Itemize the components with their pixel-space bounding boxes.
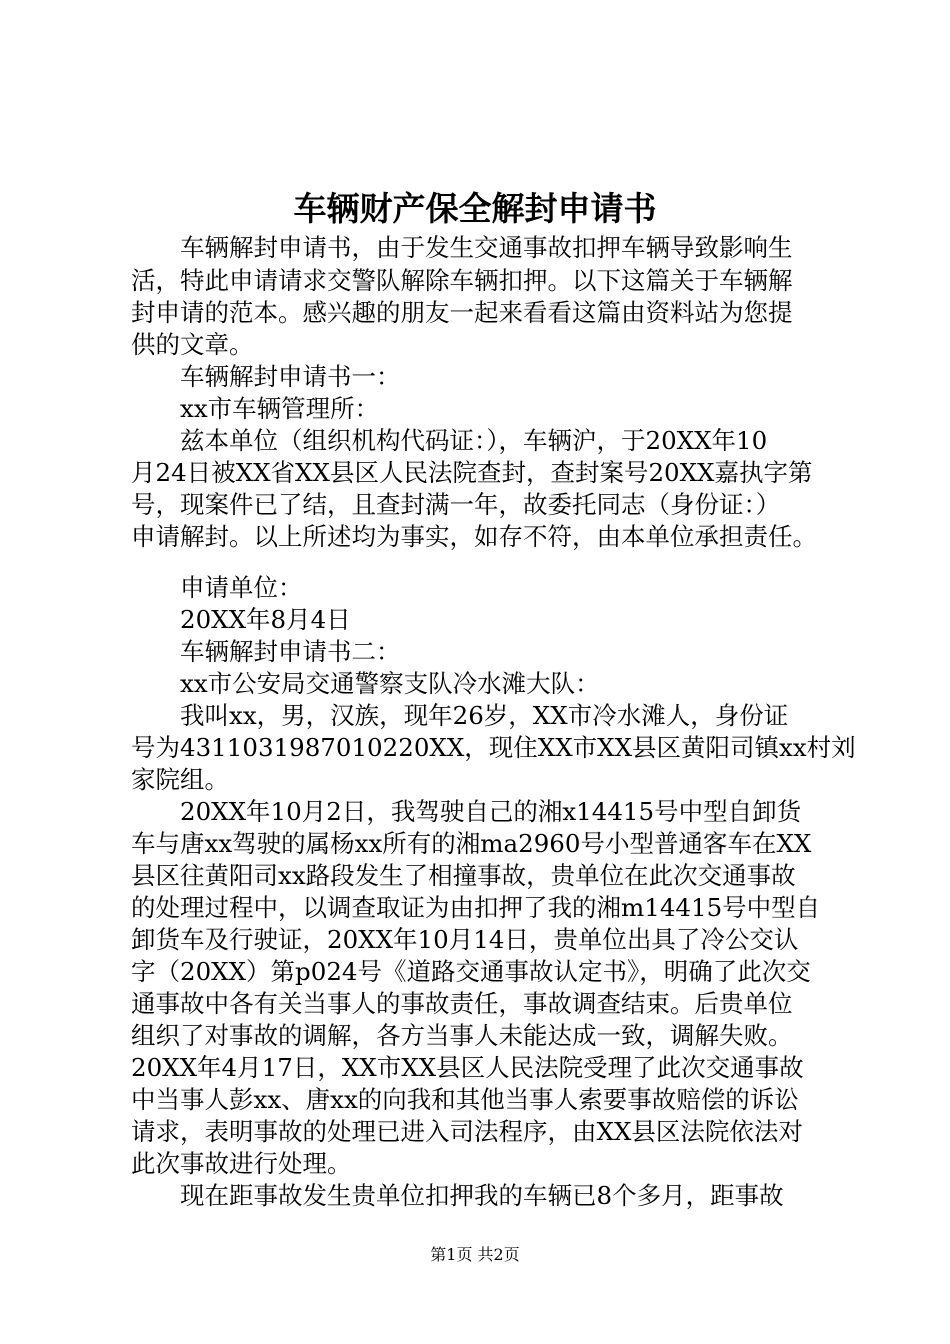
paragraph-line: 的处理过程中，以调查取证为由扣押了我的湘m14415号中型自 <box>131 893 821 922</box>
paragraph-line: 供的文章。 <box>131 330 254 359</box>
paragraph-line: 号，现案件已了结，且查封满一年，故委托同志（身份证：） <box>131 490 781 519</box>
section-heading: 车辆解封申请书一： <box>180 362 401 391</box>
paragraph-line: 封申请的范本。感兴趣的朋友一起来看看这篇由资料站为您提 <box>131 298 793 327</box>
paragraph-line: 20XX年4月17日，XX市XX县区人民法院受理了此次交通事故 <box>131 1053 804 1082</box>
applicant-line: 申请单位： <box>180 573 303 602</box>
paragraph-line: 字（20XX）第p024号《道路交通事故认定书》，明确了此次交 <box>131 957 811 986</box>
paragraph-line: 家院组。 <box>131 765 229 794</box>
date-line: 20XX年8月4日 <box>180 605 351 634</box>
paragraph-line: 卸货车及行驶证，20XX年10月14日，贵单位出具了冷公交认 <box>131 925 799 954</box>
paragraph-line: 号为4311031987010220XX，现住XX市XX县区黄阳司镇xx村刘 <box>131 733 856 762</box>
paragraph-line: 我叫xx，男，汉族，现年26岁，XX市冷水滩人，身份证 <box>180 701 789 730</box>
paragraph-line: 活，特此申请请求交警队解除车辆扣押。以下这篇关于车辆解 <box>131 266 793 295</box>
paragraph-line: 中当事人彭xx、唐xx的向我和其他当事人索要事故赔偿的诉讼 <box>131 1085 799 1114</box>
paragraph-line: 兹本单位（组织机构代码证：），车辆沪，于20XX年10 <box>180 426 768 455</box>
paragraph-line: 通事故中各有关当事人的事故责任，事故调查结束。后贵单位 <box>131 989 793 1018</box>
addressee-line: xx市公安局交通警察支队冷水滩大队： <box>180 669 600 698</box>
paragraph-line: 组织了对事故的调解，各方当事人未能达成一致，调解失败。 <box>131 1021 793 1050</box>
paragraph-line: 月24日被XX省XX县区人民法院查封，查封案号20XX嘉执字第 <box>131 458 813 487</box>
paragraph-line: 车辆解封申请书，由于发生交通事故扣押车辆导致影响生 <box>180 233 793 262</box>
paragraph-line: 车与唐xx驾驶的属杨xx所有的湘ma2960号小型普通客车在XX <box>131 829 812 858</box>
paragraph-line: 20XX年10月2日，我驾驶自己的湘x14415号中型自卸货 <box>180 797 802 826</box>
paragraph-line: 此次事故进行处理。 <box>131 1149 352 1178</box>
paragraph-line: 现在距事故发生贵单位扣押我的车辆已8个多月，距事故 <box>180 1181 784 1210</box>
paragraph-line: 请求，表明事故的处理已进入司法程序，由XX县区法院依法对 <box>131 1117 803 1146</box>
document-title: 车辆财产保全解封申请书 <box>293 189 657 228</box>
addressee-line: xx市车辆管理所： <box>180 394 380 423</box>
paragraph-line: 县区往黄阳司xx路段发生了相撞事故，贵单位在此次交通事故 <box>131 861 796 890</box>
paragraph-line: 申请解封。以上所述均为事实，如存不符，由本单位承担责任。 <box>131 522 817 551</box>
section-heading: 车辆解封申请书二： <box>180 637 401 666</box>
page-number-footer: 第1页 共2页 <box>430 1245 520 1264</box>
